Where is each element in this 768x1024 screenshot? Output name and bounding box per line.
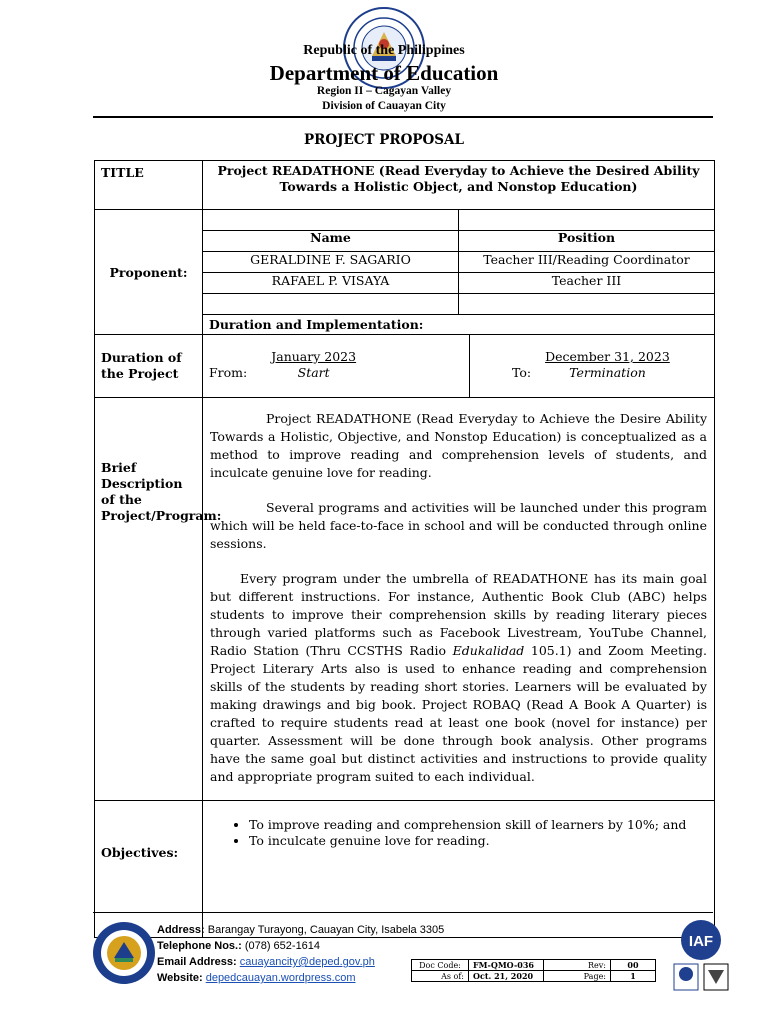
phone-label: Telephone Nos.: [157, 940, 242, 952]
position-header: Position [459, 231, 715, 252]
description-row [95, 398, 715, 801]
objectives-list [203, 817, 714, 849]
description-p3-italic: Edukalidad [452, 643, 525, 658]
region-text: Region II – Cagayan Valley [316, 85, 452, 97]
spacer [203, 210, 459, 231]
page-label: Page: [544, 971, 611, 982]
page-value: 1 [611, 971, 656, 982]
proponent-position-2: Teacher III [459, 273, 715, 294]
title-value: Project READATHONE (Read Everyday to Achieve the Desired Ability Towards a Holistic Object, and Nonstop Education) [203, 161, 715, 210]
proponent-name-2: RAFAEL P. VISAYA [203, 273, 459, 294]
as-of-value: Oct. 21, 2020 [469, 971, 544, 982]
title-label: TITLE [95, 161, 203, 210]
to-label: To: [512, 365, 532, 380]
proponent-label [95, 210, 203, 335]
website-link[interactable]: depedcauayan.wordpress.com [205, 972, 356, 984]
objectives-label: Objectives: [95, 801, 203, 938]
duration-table [203, 335, 714, 397]
page-title: PROJECT PROPOSAL [303, 132, 465, 148]
footer-contact [157, 922, 444, 986]
objective-item: • To inculcate genuine love for reading. [249, 833, 714, 849]
duration-to-cell [470, 335, 715, 397]
description-paragraph-2: Several programs and activities will be launched under this program which will be held face-to-face in school and will be conducted through online sessions. [210, 500, 707, 551]
department-title: Department of Education [269, 61, 499, 85]
duration-heading: Duration and Implementation: [203, 315, 714, 335]
description-cell [203, 398, 715, 801]
description-p3-part-a: Every program under the umbrella of READATHONE has its main goal but different instructions. For instance, Authentic Book Club (ABC) helps students to improve their comprehension skills by reading literary pieces through varied platforms such as Facebook Livestream, YouTube Channel, Radio Station (Thru CCSTHS Radio [210, 571, 707, 658]
to-value: December 31, 2023 [545, 349, 670, 364]
description-p3-part-b: 105.1) and Zoom Meeting. Project Literary Arts also is used to enhance reading and comprehension skills of the students by reading short stories. Learners will be evaluated by making drawings and big book. Project ROBAQ (Read A Book A Quarter) is crafted to require students read at least one book (novel for instance) per quarter. Assessment will be done through book analysis. Other programs have the same goal but distinct activities and instructions to provide quality and appropriate program suited to each individual. [210, 643, 708, 784]
rev-label: Rev: [544, 960, 611, 971]
duration-cell [203, 335, 715, 398]
division-text: Division of Cauayan City [322, 100, 446, 112]
objectives-cell [203, 801, 715, 938]
header-divider [93, 116, 713, 118]
description-paragraph-1: Project READATHONE (Read Everyday to Achieve the Desire Ability Towards a Holistic, Objective, and Nonstop Education) is conceptualized as a method to improve reading and comprehension levels of students, and inculcate genuine love for reading. [210, 411, 707, 480]
proponent-table [203, 210, 714, 334]
objectives-row [95, 801, 715, 938]
duration-from-cell [203, 335, 470, 397]
rev-value: 00 [611, 960, 656, 971]
proponent-label-text: Proponent: [109, 264, 188, 280]
division-seal-icon [91, 920, 157, 986]
as-of-label: As of: [412, 971, 469, 982]
email-link[interactable]: cauayancity@deped.gov.ph [239, 956, 375, 968]
address-value: Barangay Turayong, Cauayan City, Isabela 3305 [207, 924, 445, 936]
proponent-cell [203, 210, 715, 335]
description-paragraph-3 [210, 570, 707, 786]
empty-cell [459, 294, 715, 315]
duration-row [95, 335, 715, 398]
description-label: Brief Description of the Project/Program: [95, 398, 203, 801]
to-caption: Termination [569, 365, 646, 380]
empty-cell [203, 294, 459, 315]
iaf-certification-logo-icon [668, 918, 734, 993]
proponent-name-1: GERALDINE F. SAGARIO [203, 252, 459, 273]
email-label: Email Address: [157, 956, 237, 968]
doc-code-table [411, 959, 656, 982]
proponent-row [95, 210, 715, 335]
website-label: Website: [157, 972, 203, 984]
address-label: Address: [157, 924, 205, 936]
republic-text: Republic of the Philippines [303, 43, 465, 58]
from-label: From: [209, 365, 248, 380]
phone-value: (078) 652-1614 [244, 940, 321, 952]
objective-item: • To improve reading and comprehension skill of learners by 10%; and [249, 817, 714, 833]
from-value: January 2023 [271, 349, 357, 364]
footer-divider [93, 912, 713, 913]
doc-code-label: Doc Code: [412, 960, 469, 971]
title-row [95, 161, 715, 210]
name-header: Name [203, 231, 459, 252]
spacer [459, 210, 715, 231]
iaf-logo-text: IAF [688, 933, 714, 950]
proposal-table [94, 160, 715, 938]
from-caption: Start [297, 365, 330, 380]
doc-code-value: FM-QMO-036 [469, 960, 544, 971]
duration-label: Duration of the Project [95, 335, 203, 398]
proponent-position-1: Teacher III/Reading Coordinator [459, 252, 715, 273]
